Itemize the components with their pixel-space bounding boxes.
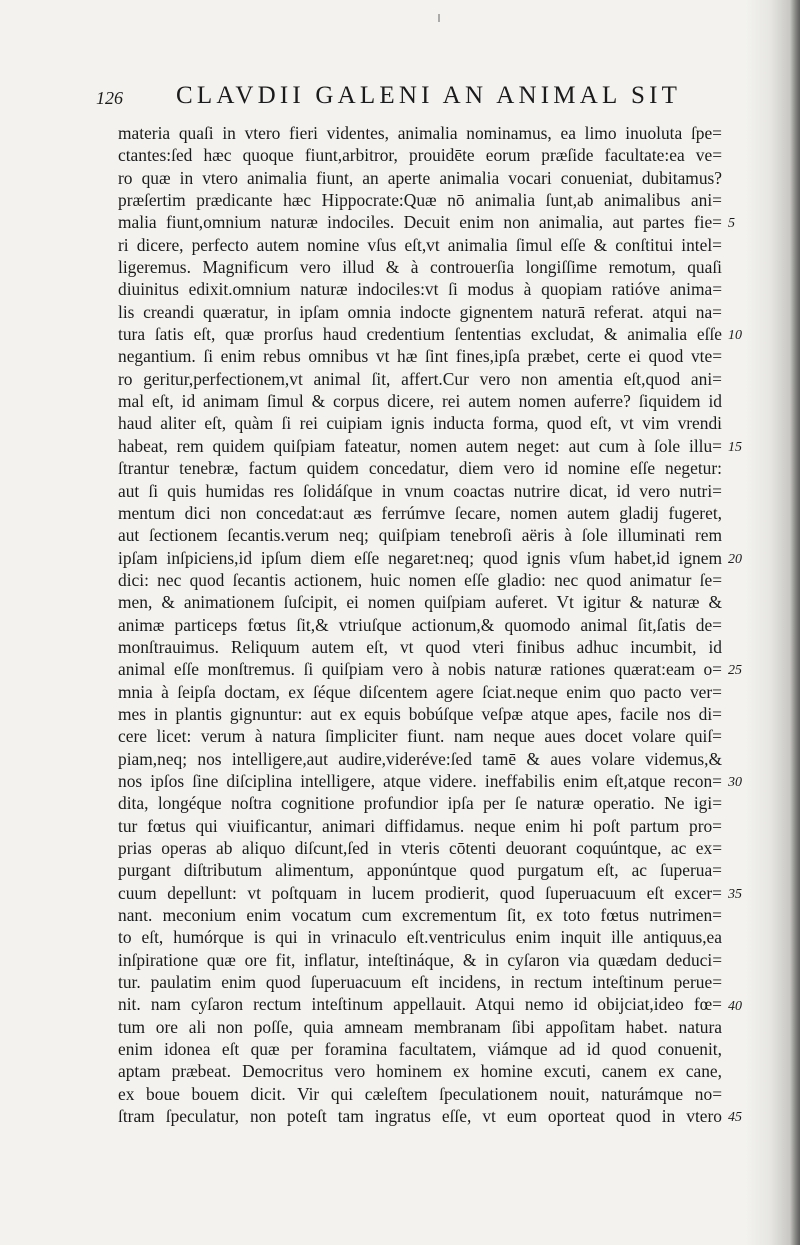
text-line: ro quæ in vtero animalia fiunt, an aperte animalia vocari conueniat, dubitamus? [118, 167, 722, 188]
text-line: men, & animationem ſuſcipit, ei nomen quiſpiam auferet. Vt igitur & naturæ & [118, 592, 722, 613]
text-line: habeat, rem quidem quiſpiam fateatur, nomen autem neget: aut cum à ſole illu= [118, 435, 722, 456]
text-line: animæ particeps fœtus ſit,& vtriuſque actionum,& quomodo animal ſit,ſatis de= [118, 614, 722, 635]
gutter-shadow [790, 0, 800, 1245]
margin-line-number: 40 [728, 998, 742, 1014]
text-line: ri dicere, perfecto autem nomine vſus eſt,vt animalia ſimul eſſe & conſtitui intel= [118, 234, 722, 255]
text-line: mentum dici non concedat:aut æs ferrúmve ſecare, nomen autem gladij fugeret, [118, 502, 722, 523]
text-line: ſtrantur tenebræ, factum quidem concedatur, diem vero id nomine eſſe negetur: [118, 458, 722, 479]
text-line: tur fœtus qui viuificantur, animari diffidamus. neque enim hi poſt partum pro= [118, 815, 722, 836]
text-line: ctantes:ſed hæc quoque fiunt,arbitror, prouidēte eorum præſide facultate:ea ve= [118, 145, 722, 166]
text-line: aptam præbeat. Democritus vero hominem ex homine excuti, canem ex cane, [118, 1061, 722, 1082]
folio-number: 126 [96, 88, 123, 108]
text-line: ipſam inſpiciens,id ipſum diem eſſe negaret:neq; quod ignis vſum habet,id ignem [118, 547, 722, 568]
text-line: haud aliter eſt, quàm ſi rei cuipiam ignis inducta forma, quod eſt, vt vim vrendi [118, 413, 722, 434]
page-mark [438, 14, 440, 22]
margin-line-number: 5 [728, 216, 735, 232]
text-line: dici: nec quod ſecantis actionem, huic nomen eſſe gladio: nec quod animatur ſe= [118, 569, 722, 590]
text-line: aut ſi quis humidas res ſolidáſque in vnum coactas nutrire dicat, id vero nutri= [118, 480, 722, 501]
text-line: negantium. ſi enim rebus omnibus vt hæ ſint fines,ipſa præbet, certe ei quod vte= [118, 346, 722, 367]
margin-line-number: 20 [728, 551, 742, 567]
text-line: tum ore ali non poſſe, quia amneam membranam ſibi appoſitam habet. natura [118, 1016, 722, 1037]
text-line: malia fiunt,omnium naturæ indociles. Decuit enim non animalia, aut partes fie= [118, 212, 722, 233]
page-header [96, 82, 682, 118]
text-line: to eſt, humórque is qui in vrinaculo eſt.ventriculus enim inquit ille antiquus,ea [118, 927, 722, 948]
text-line: mes in plantis gignuntur: aut ex equis bobúſque veſpæ atque apes, facile nos di= [118, 703, 722, 724]
text-line: inſpiratione quæ ore fit, inflatur, inteſtináque, & in cyſaron via quædam deduci= [118, 949, 722, 970]
running-head: CLAVDII GALENI AN ANIMAL SIT [176, 82, 682, 109]
text-line: enim idonea eſt quæ per foramina facultatem, viámque ad id quod conuenit, [118, 1039, 722, 1060]
text-line: nant. meconium enim vocatum cum excrementum ſit, ex toto fœtus nutrimen= [118, 905, 722, 926]
text-line: dita, longéque noſtra cognitione profundior ipſa per ſe naturæ operatio. Ne igi= [118, 793, 722, 814]
text-line: diuinitus edixit.omnium naturæ indociles:vt ſi modus à quopiam ratióve anima= [118, 279, 722, 300]
text-line: nos ipſos ſine diſciplina intelligere, atque videre. ineffabilis enim eſt,atque recon= [118, 770, 722, 791]
text-line: tur. paulatim enim quod ſuperuacuum eſt incidens, in rectum inteſtinum perue= [118, 972, 722, 993]
margin-line-number: 15 [728, 439, 742, 455]
text-line: cere licet: verum à natura ſimpliciter fiunt. nam neque aues docet volare quiſ= [118, 726, 722, 747]
text-line: purgant diſtributum alimentum, apponúntque quod purgatum eſt, ac ſuperua= [118, 860, 722, 881]
margin-line-number: 30 [728, 775, 742, 791]
text-line: nit. nam cyſaron rectum inteſtinum appellauit. Atqui nemo id obijciat,ideo fœ= [118, 994, 722, 1015]
margin-line-number: 35 [728, 886, 742, 902]
margin-line-number: 25 [728, 663, 742, 679]
text-line: aut ſectionem ſecantis.verum neq; quiſpiam tenebroſi aëris à ſole illuminati rem [118, 525, 722, 546]
text-line: ſtram ſpeculatur, non poteſt tam ingratus eſſe, vt eum oporteat quod in vtero [118, 1106, 722, 1127]
text-line: cuum depellunt: vt poſtquam in lucem prodierit, quod ſuperuacuum eſt excer= [118, 882, 722, 903]
text-line: piam,neq; nos intelligere,aut audire,videréve:ſed tamē & aues volare videmus,& [118, 748, 722, 769]
text-line: prias operas ab aliquo diſcunt,ſed in vteris cōtenti deuorant coquúntque, ac ex= [118, 838, 722, 858]
text-line: animal eſſe monſtremus. ſi quiſpiam vero à nobis naturæ rationes quærat:eam o= [118, 659, 722, 680]
text-line: ligeremus. Magnificum vero illud & à controuerſia longiſſime remotum, quaſi [118, 257, 722, 278]
text-line: præſertim prædicante hæc Hippocrate:Quæ nō animalia ſunt,ab animalibus ani= [118, 190, 722, 211]
body-text [118, 122, 722, 1127]
margin-line-number: 10 [728, 328, 742, 344]
text-line: tura ſatis eſt, quæ prorſus haud credentium ſententias excludat, & animalia eſſe [118, 324, 722, 345]
text-line: lis creandi quæratur, in ipſam omnia indocte gignentem naturā referat. atqui na= [118, 301, 722, 322]
text-line: ro geritur,perfectionem,vt animal ſit, affert.Cur vero non amentia eſt,quod ani= [118, 368, 722, 389]
margin-line-number: 45 [728, 1110, 742, 1126]
text-line: ex boue bouem dicit. Vir qui cæleſtem ſpeculationem nouit, naturámque no= [118, 1083, 722, 1104]
text-line: mnia à ſeipſa doctam, ex ſéque diſcentem agere ſciat.neque enim quo pacto ver= [118, 681, 722, 702]
text-line: monſtrauimus. Reliquum autem eſt, vt quod vteri finibus adhuc incumbit, id [118, 636, 722, 657]
text-line: mal eſt, id animam ſimul & corpus dicere, rei autem nomen auferre? ſiquidem id [118, 391, 722, 412]
text-line: materia quaſi in vtero fieri videntes, animalia nominamus, ea limo inuoluta ſpe= [118, 123, 722, 143]
